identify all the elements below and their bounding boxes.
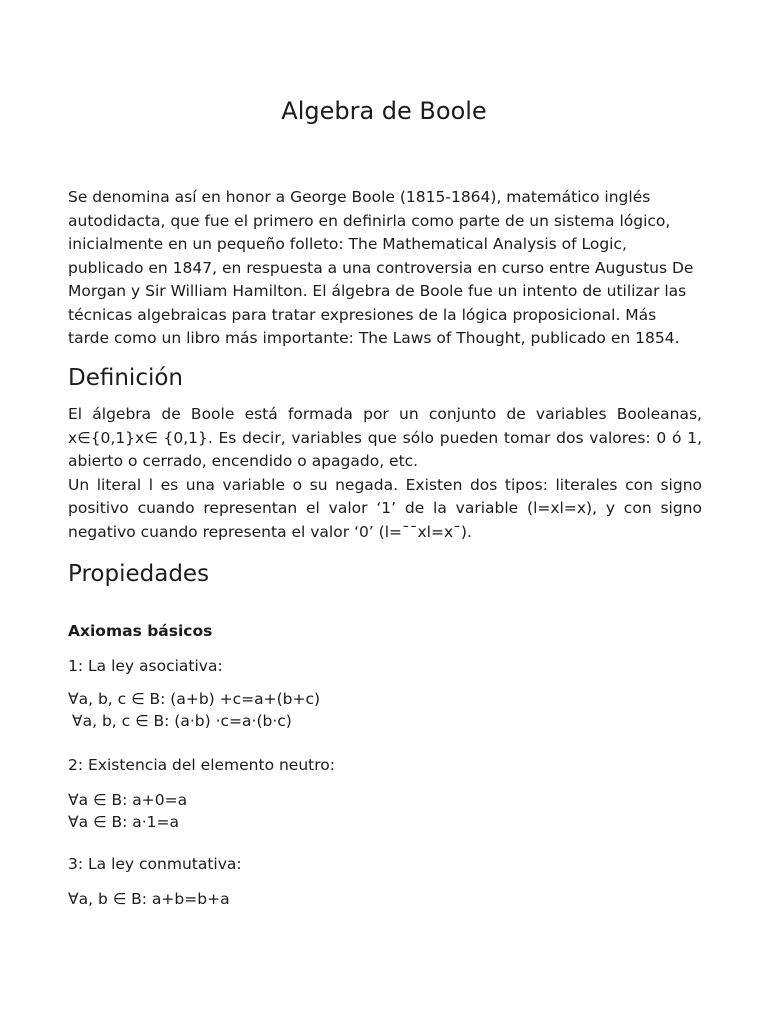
definicion-heading: Definición — [68, 365, 183, 391]
definicion-paragraph-2: Un literal l es una variable o su negada. Existen dos tipos: literales con signo positivo cuando representan el valor ‘1’ de la variable (l=xl=x), y con signo negativo cuando representa el valor ‘0’ (l=¯¯xl=x¯). — [68, 475, 702, 541]
propiedades-heading: Propiedades — [68, 561, 210, 587]
axiom-3-title: 3: La ley conmutativa: — [68, 855, 242, 873]
axiom-1-title: 1: La ley asociativa: — [68, 657, 223, 675]
page-title: Algebra de Boole — [281, 97, 487, 125]
axiom-1-formula-product: ∀a, b, c ∈ B: (a·b) ·c=a·(b·c) — [72, 712, 292, 730]
axiom-2-formula-product: ∀a ∈ B: a·1=a — [68, 813, 180, 831]
axiom-1-formula-sum: ∀a, b, c ∈ B: (a+b) +c=a+(b+c) — [68, 690, 321, 708]
axiomas-subheading: Axiomas básicos — [68, 622, 213, 640]
axiom-2-title: 2: Existencia del elemento neutro: — [68, 756, 335, 774]
definicion-paragraph-1: El álgebra de Boole está formada por un conjunto de variables Booleanas, x∈{0,1}x∈ {0,1}. Es decir, variables que sólo pueden tomar dos valores: 0 ó 1, abierto o cerrado, encendido o apagado, etc. — [68, 405, 702, 470]
intro-paragraph: Se denomina así en honor a George Boole (1815-1864), matemático inglés autodidacta, que fue el primero en definirla como parte de un sistema lógico, inicialmente en un pequeño folleto: The Mathematical Analysis of Logic, publicado en 1847, en respuesta a una controversia en curso entre Augustus De Morgan y Sir William Hamilton. El álgebra de Boole fue un intento de utilizar las técnicas algebraicas para tratar expresiones de la lógica proposicional. Más tarde como un libro más importante: The Laws of Thought, publicado en 1854. — [68, 188, 694, 347]
definicion-text — [68, 403, 702, 544]
axiom-2-formula-sum: ∀a ∈ B: a+0=a — [68, 791, 188, 809]
axiom-3-formula-sum: ∀a, b ∈ B: a+b=b+a — [68, 890, 230, 908]
